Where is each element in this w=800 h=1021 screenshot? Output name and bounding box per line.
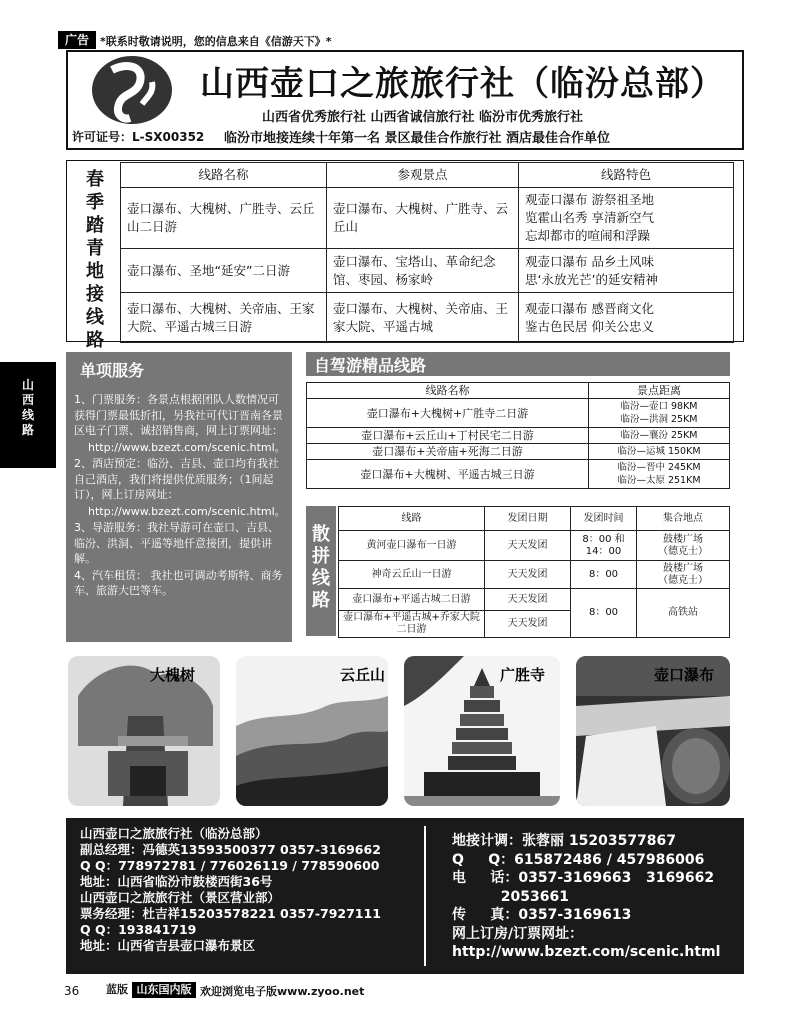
- contact-line: 电 话：0357-3169663 3169662: [452, 870, 715, 886]
- route-distance: 临汾—晋中 245KM 临汾—太原 251KM: [589, 460, 730, 489]
- route-distance: 临汾—运城 150KM: [589, 444, 730, 460]
- route-spots: 壶口瀑布、宝塔山、革命纪念馆、枣园、杨家岭: [327, 249, 519, 293]
- route-feature: 观壶口瀑布 品乡土风味 思‘永放光芒’的延安精神: [519, 249, 734, 293]
- list-item: 3、导游服务：我社导游可在壶口、吉县、临汾、洪洞、平遥等地仟意接团，提供讲解。: [74, 521, 279, 565]
- table-header: 发团日期: [485, 507, 571, 531]
- self-drive-title: 自驾游精品线路: [314, 356, 427, 375]
- route-name: 壶口瀑布、圣地“延安”二日游: [121, 249, 327, 293]
- route-spots: 壶口瀑布、大槐树、关帝庙、王家大院、平遥古城: [327, 293, 519, 343]
- list-item: 1、门票服务：各景点根据团队人数情况可获得门票最低折扣，另我社可代订晋南各景区电子门票、诚招销售商，网上订票网址：: [74, 393, 283, 437]
- route-feature: 观壶口瀑布 游祭祖圣地 览霍山名秀 享清新空气 忘却都市的喧闹和浮躁: [519, 188, 734, 249]
- group-time: 8：00: [571, 589, 637, 638]
- company-honors-line2: 临汾市地接连续十年第一名 景区最佳合作旅行社 酒店最佳合作单位: [224, 131, 611, 146]
- route-distance: 临汾—壶口 98KM 临汾—洪洞 25KM: [589, 399, 730, 428]
- contact-line: 票务经理：杜吉祥15203578221 0357-7927111: [80, 906, 381, 921]
- group-date: 天天发团: [485, 561, 571, 589]
- group-date: 天天发团: [485, 589, 571, 611]
- photo-label: 大槐树: [150, 666, 196, 684]
- list-item: 4、汽车租赁： 我社也可调动考斯特、商务车、旅游大巴等车。: [74, 568, 283, 597]
- group-route: 壶口瀑布+平遥古城二日游: [339, 589, 485, 611]
- photo-label: 广胜寺: [500, 666, 546, 684]
- footer-slogan[interactable]: 欢迎浏览电子版www.zyoo.net: [200, 985, 365, 998]
- contact-right: [452, 832, 742, 962]
- group-tours-table: [338, 506, 730, 638]
- contact-line: 地址：山西省吉县壶口瀑布景区: [80, 938, 256, 953]
- company-title: 山西壶口之旅旅行社（临汾总部）: [200, 64, 725, 104]
- self-drive-table: [306, 382, 730, 489]
- ad-note: *联系时敬请说明，您的信息来自《信游天下》*: [100, 35, 332, 48]
- service-url[interactable]: http://www.bzezt.com/scenic.html。: [88, 440, 286, 454]
- services-list: [74, 392, 288, 600]
- route-name: 壶口瀑布+大槐树+广胜寺二日游: [307, 399, 589, 428]
- service-url[interactable]: http://www.bzezt.com/scenic.html。: [88, 504, 286, 518]
- table-header: 线路名称: [121, 163, 327, 188]
- route-feature: 观壶口瀑布 感晋商文化 鉴古色民居 仰关公忠义: [519, 293, 734, 343]
- group-route: 壶口瀑布+平遥古城+乔家大院二日游: [339, 611, 485, 638]
- route-distance: 临汾—襄汾 25KM: [589, 428, 730, 444]
- table-header: 线路特色: [519, 163, 734, 188]
- photo-dahuaishu: [68, 656, 220, 806]
- route-name: 壶口瀑布+云丘山+丁村民宅二日游: [307, 428, 589, 444]
- edition-label: 蓝版: [106, 983, 128, 996]
- photo-label: 云丘山: [340, 666, 386, 684]
- group-route: 神奇云丘山一日游: [339, 561, 485, 589]
- group-tours-label: 散 拼 线 路: [306, 506, 336, 636]
- license-number: 许可证号：L-SX00352: [72, 130, 205, 144]
- contact-line: Q Q：615872486 / 457986006: [452, 851, 705, 868]
- contact-left: [80, 826, 420, 954]
- contact-line: 网上订房/订票网址：: [452, 925, 584, 942]
- company-logo-icon: [82, 52, 182, 128]
- group-place: 鼓楼广场 （德克士）: [637, 561, 730, 589]
- spring-routes-title: 春 季 踏 青 地 接 线 路: [86, 169, 104, 351]
- contact-line: 2053661: [452, 888, 569, 905]
- company-honors-line1: 山西省优秀旅行社 山西省诚信旅行社 临汾市优秀旅行社: [262, 110, 584, 125]
- contact-line: 副总经理：冯德英13593500377 0357-3169662: [80, 842, 381, 857]
- spring-routes-table: [120, 162, 734, 343]
- list-item: 2、酒店预定：临汾、吉县、壶口均有我社自己酒店，我们将提供优质服务；（1间起订），网上订房网址：: [74, 457, 279, 501]
- table-header: 发团时间: [571, 507, 637, 531]
- table-header: 线路名称: [307, 383, 589, 399]
- region-label: 山东国内版: [132, 982, 196, 998]
- booking-url-link[interactable]: http://www.bzezt.com/scenic.html: [452, 944, 721, 960]
- contact-line: 传 真：0357-3169613: [452, 907, 632, 923]
- group-route: 黄河壶口瀑布一日游: [339, 531, 485, 561]
- contact-line: 地址：山西省临汾市鼓楼西街36号: [80, 874, 273, 889]
- group-date: 天天发团: [485, 531, 571, 561]
- group-place: 鼓楼广场 （德克士）: [637, 531, 730, 561]
- contact-line: 山西壶口之旅旅行社（临汾总部）: [80, 826, 268, 841]
- contact-line: Q Q：193841719: [80, 922, 197, 937]
- side-tab-shanxi-routes: 山 西 线 路: [0, 362, 56, 468]
- services-title: 单项服务: [80, 361, 145, 380]
- group-place: 高铁站: [637, 589, 730, 638]
- route-name: 壶口瀑布、大槐树、广胜寺、云丘山二日游: [121, 188, 327, 249]
- group-time: 8：00: [571, 561, 637, 589]
- table-header: 景点距离: [589, 383, 730, 399]
- group-date: 天天发团: [485, 611, 571, 638]
- table-header: 参观景点: [327, 163, 519, 188]
- contact-line: Q Q：778972781 / 776026119 / 778590600: [80, 858, 380, 873]
- contact-divider: [424, 826, 426, 966]
- photo-label: 壶口瀑布: [654, 666, 715, 684]
- group-time: 8：00 和 14：00: [571, 531, 637, 561]
- contact-line: 地接计调：张蓉丽 15203577867: [452, 833, 677, 849]
- route-spots: 壶口瀑布、大槐树、广胜寺、云丘山: [327, 188, 519, 249]
- page-number: 36: [64, 984, 80, 998]
- route-name: 壶口瀑布+关帝庙+死海二日游: [307, 444, 589, 460]
- route-name: 壶口瀑布、大槐树、关帝庙、王家大院、平遥古城三日游: [121, 293, 327, 343]
- ad-tag: 广告: [58, 31, 96, 49]
- route-name: 壶口瀑布+大槐树、平遥古城三日游: [307, 460, 589, 489]
- table-header: 集合地点: [637, 507, 730, 531]
- table-header: 线路: [339, 507, 485, 531]
- contact-line: 山西壶口之旅旅行社（景区营业部）: [80, 890, 281, 905]
